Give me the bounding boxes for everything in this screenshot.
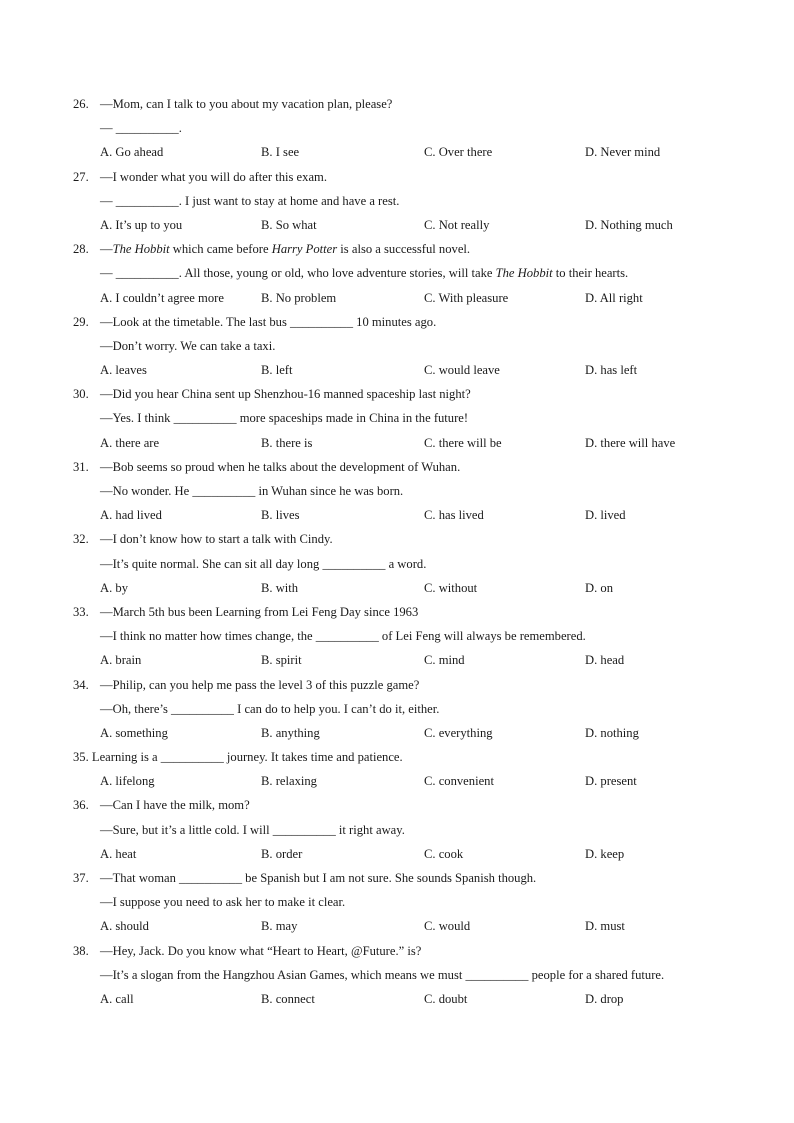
question-text <box>100 261 628 285</box>
question-response-line <box>0 624 794 648</box>
option-d: D. All right <box>585 290 643 305</box>
question-item <box>0 165 794 238</box>
text-segment: —Yes. I think __________ more spaceships made in China in the future! <box>100 411 469 426</box>
question-item <box>0 92 794 165</box>
option-a: A. by <box>100 580 128 595</box>
question-number: 32. <box>73 532 89 547</box>
text-segment: — __________. <box>100 121 182 136</box>
option-c: C. everything <box>424 725 493 740</box>
question-number: 31. <box>73 459 89 474</box>
text-segment: —Bob seems so proud when he talks about the development of Wuhan. <box>100 459 461 474</box>
text-segment: —It’s quite normal. She can sit all day long __________ a word. <box>100 556 427 571</box>
question-response-line <box>0 189 794 213</box>
text-segment: —Can I have the milk, mom? <box>100 798 250 813</box>
question-response-line <box>0 697 794 721</box>
option-a: A. there are <box>100 435 160 450</box>
question-response-line <box>0 261 794 285</box>
question-number: 27. <box>73 169 89 184</box>
option-d: D. there will have <box>585 435 676 450</box>
question-text <box>100 600 418 624</box>
option-b: B. No problem <box>261 290 337 305</box>
question-text <box>100 793 250 817</box>
question-text <box>100 552 426 576</box>
question-text <box>100 697 439 721</box>
question-number: 28. <box>73 242 89 257</box>
question-text <box>100 116 182 140</box>
question-text <box>100 92 392 116</box>
option-a: A. leaves <box>100 363 147 378</box>
option-d: D. present <box>585 774 637 789</box>
question-prompt-line <box>0 866 794 890</box>
question-number: 29. <box>73 314 89 329</box>
question-text <box>100 382 471 406</box>
question-text <box>100 963 664 987</box>
question-prompt-line <box>0 673 794 697</box>
answer-options <box>0 769 794 793</box>
option-d: D. has left <box>585 363 638 378</box>
text-segment: is also a successful novel. <box>337 242 471 257</box>
option-c: C. without <box>424 580 478 595</box>
text-segment: —Oh, there’s __________ I can do to help you. I can’t do it, either. <box>100 701 440 716</box>
option-d: D. on <box>585 580 613 595</box>
option-c: C. cook <box>424 846 464 861</box>
question-item <box>0 527 794 600</box>
question-text <box>100 165 327 189</box>
option-d: D. Nothing much <box>585 217 673 232</box>
option-c: C. With pleasure <box>424 290 509 305</box>
question-text <box>100 673 419 697</box>
text-segment: —Don’t worry. We can take a taxi. <box>100 338 276 353</box>
text-segment: — __________. I just want to stay at home and have a rest. <box>100 193 400 208</box>
answer-options <box>0 914 794 938</box>
option-d: D. head <box>585 653 625 668</box>
option-a: A. It’s up to you <box>100 217 183 232</box>
question-text <box>100 624 586 648</box>
question-prompt-line <box>0 310 794 334</box>
answer-options <box>0 987 794 1011</box>
question-item <box>0 382 794 455</box>
text-segment: —Did you hear China sent up Shenzhou-16 manned spaceship last night? <box>100 387 471 402</box>
option-b: B. order <box>261 846 303 861</box>
text-segment: —I think no matter how times change, the __________ of Lei Feng will always be remembered. <box>100 629 586 644</box>
option-d: D. keep <box>585 846 625 861</box>
option-c: C. Not really <box>424 217 490 232</box>
text-segment: which came before <box>169 242 272 257</box>
question-number: 37. <box>73 871 89 885</box>
question-text <box>100 866 536 890</box>
text-segment: —I don’t know how to start a talk with Cindy. <box>100 532 333 547</box>
question-text <box>100 818 405 842</box>
question-item <box>0 237 794 310</box>
option-c: C. Over there <box>424 145 493 160</box>
text-segment: to their hearts. <box>552 266 629 281</box>
text-segment: —Hey, Jack. Do you know what “Heart to Heart, @Future.” is? <box>100 943 422 958</box>
answer-options <box>0 503 794 527</box>
option-c: C. mind <box>424 653 465 668</box>
question-item <box>0 939 794 1012</box>
question-response-line <box>0 552 794 576</box>
question-prompt-line <box>0 939 794 963</box>
text-segment: —No wonder. He __________ in Wuhan since he was born. <box>100 484 404 498</box>
option-b: B. with <box>261 580 299 595</box>
option-a: A. lifelong <box>100 774 155 789</box>
option-d: D. lived <box>585 508 626 523</box>
option-a: A. should <box>100 919 149 934</box>
question-item <box>0 745 794 793</box>
option-c: C. there will be <box>424 435 502 450</box>
option-a: A. heat <box>100 846 137 861</box>
question-prompt-line <box>0 382 794 406</box>
answer-options <box>0 842 794 866</box>
option-c: C. has lived <box>424 508 484 523</box>
option-d: D. nothing <box>585 725 639 740</box>
option-b: B. there is <box>261 435 313 450</box>
option-b: B. left <box>261 363 293 378</box>
question-response-line <box>0 334 794 358</box>
question-response-line <box>0 818 794 842</box>
question-prompt-line <box>0 600 794 624</box>
question-text <box>100 939 421 963</box>
question-item <box>0 600 794 673</box>
text-segment: —Mom, can I talk to you about my vacation plan, please? <box>100 97 393 111</box>
text-segment: —Sure, but it’s a little cold. I will __________ it right away. <box>100 822 405 837</box>
question-text <box>100 237 470 261</box>
text-segment: —Philip, can you help me pass the level 3 of this puzzle game? <box>100 677 420 692</box>
option-b: B. spirit <box>261 653 302 668</box>
question-text <box>100 310 436 334</box>
question-text <box>100 890 345 914</box>
question-prompt-line <box>0 92 794 116</box>
text-segment: —March 5th bus been Learning from Lei Feng Day since 1963 <box>100 604 419 619</box>
question-number: 33. <box>73 604 89 619</box>
answer-options <box>0 431 794 455</box>
question-item <box>0 673 794 746</box>
question-text <box>100 334 275 358</box>
option-c: C. would <box>424 919 471 934</box>
question-list <box>0 92 794 1011</box>
text-segment: —Look at the timetable. The last bus __________ 10 minutes ago. <box>100 314 437 329</box>
question-number: 34. <box>73 677 89 692</box>
option-a: A. Go ahead <box>100 145 164 160</box>
question-response-line <box>0 963 794 987</box>
question-prompt-line <box>0 793 794 817</box>
question-item <box>0 793 794 866</box>
option-b: B. I see <box>261 145 300 160</box>
italic-title-text: Harry Potter <box>271 242 338 257</box>
question-prompt-line <box>0 527 794 551</box>
italic-title-text: The Hobbit <box>495 266 553 281</box>
question-number: 38. <box>73 943 89 958</box>
option-d: D. Never mind <box>585 145 661 160</box>
answer-options <box>0 140 794 164</box>
option-c: C. doubt <box>424 991 468 1006</box>
question-prompt-line <box>0 237 794 261</box>
text-segment: —I wonder what you will do after this exam. <box>100 169 327 184</box>
question-response-line <box>0 116 794 140</box>
question-response-line <box>0 406 794 430</box>
option-a: A. brain <box>100 653 142 668</box>
answer-options <box>0 213 794 237</box>
option-b: B. connect <box>261 991 315 1006</box>
question-text <box>100 189 399 213</box>
option-c: C. convenient <box>424 774 494 789</box>
option-a: A. I couldn’t agree more <box>100 290 224 305</box>
question-prompt-line <box>0 455 794 479</box>
option-d: D. must <box>585 919 625 934</box>
answer-options <box>0 721 794 745</box>
option-a: A. had lived <box>100 508 162 523</box>
text-segment: —I suppose you need to ask her to make it clear. <box>100 895 346 910</box>
answer-options <box>0 648 794 672</box>
option-a: A. call <box>100 991 134 1006</box>
option-a: A. something <box>100 725 168 740</box>
question-response-line <box>0 479 794 503</box>
text-segment: —It’s a slogan from the Hangzhou Asian Games, which means we must __________ people for a shared future. <box>100 967 665 982</box>
question-text <box>100 455 460 479</box>
question-response-line <box>0 890 794 914</box>
question-number: 36. <box>73 798 89 813</box>
question-item <box>0 455 794 528</box>
text-segment: 35. Learning is a __________ journey. It takes time and patience. <box>73 750 403 765</box>
question-text <box>100 527 333 551</box>
option-d: D. drop <box>585 991 624 1006</box>
option-b: B. lives <box>261 508 300 523</box>
question-prompt-line <box>0 745 794 769</box>
option-b: B. So what <box>261 217 317 232</box>
question-text <box>73 745 403 769</box>
text-segment: —That woman __________ be Spanish but I am not sure. She sounds Spanish though. <box>100 871 537 885</box>
question-number: 26. <box>73 97 89 111</box>
option-b: B. may <box>261 919 298 934</box>
answer-options <box>0 576 794 600</box>
question-item <box>0 866 794 939</box>
answer-options <box>0 358 794 382</box>
question-text <box>100 406 468 430</box>
question-prompt-line <box>0 165 794 189</box>
text-segment: — __________. All those, young or old, who love adventure stories, will take <box>100 266 496 281</box>
option-b: B. anything <box>261 725 320 740</box>
question-number: 30. <box>73 387 89 402</box>
option-b: B. relaxing <box>261 774 317 789</box>
answer-options <box>0 286 794 310</box>
question-item <box>0 310 794 383</box>
question-text <box>100 479 403 503</box>
text-segment: — <box>100 242 113 257</box>
italic-title-text: The Hobbit <box>112 242 170 257</box>
option-c: C. would leave <box>424 363 500 378</box>
